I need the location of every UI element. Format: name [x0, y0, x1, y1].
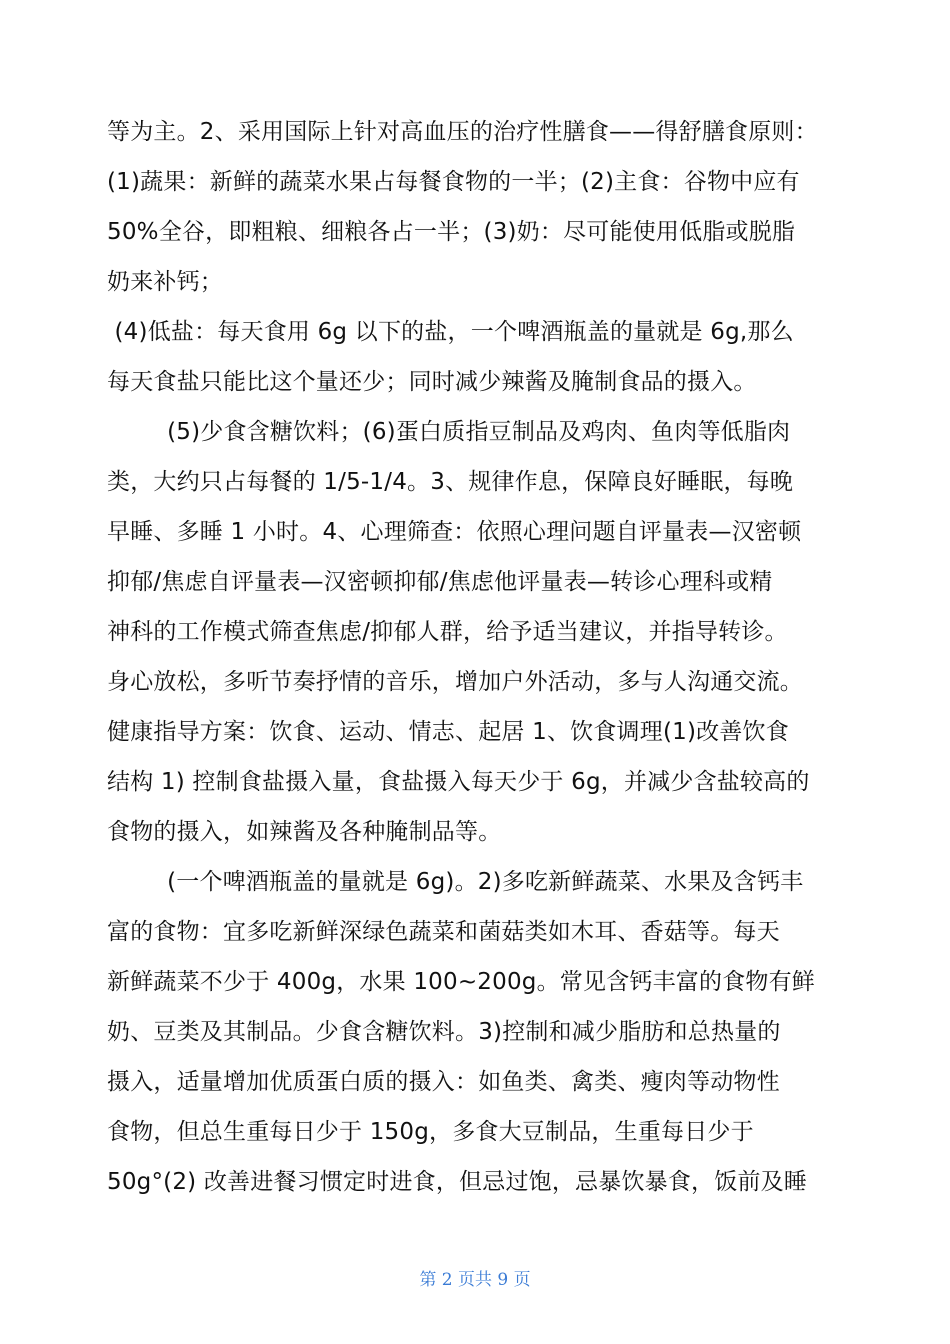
text-line: (1)蔬果：新鲜的蔬菜水果占每餐食物的一半；(2)主食：谷物中应有 — [107, 169, 800, 195]
text-line: 抑郁/焦虑自评量表—汉密顿抑郁/焦虑他评量表—转诊心理科或精 — [107, 569, 773, 595]
text-line: 类，大约只占每餐的 1/5-1/4。3、规律作息，保障良好睡眠，每晚 — [107, 469, 794, 495]
text-line: 新鲜蔬菜不少于 400g，水果 100~200g。常见含钙丰富的食物有鲜 — [107, 969, 815, 995]
text-line: 等为主。2、采用国际上针对高血压的治疗性膳食——得舒膳食原则： — [107, 119, 818, 145]
text-line: (5)少食含糖饮料；(6)蛋白质指豆制品及鸡肉、鱼肉等低脂肉 — [107, 419, 791, 445]
text-line: (4)低盐：每天食用 6g 以下的盐，一个啤酒瓶盖的量就是 6g,那么 — [107, 319, 794, 345]
page-number-footer: 第 2 页共 9 页 — [419, 1270, 531, 1290]
text-line: 食物的摄入，如辣酱及各种腌制品等。 — [107, 819, 502, 845]
text-line: 富的食物：宜多吃新鲜深绿色蔬菜和菌菇类如木耳、香菇等。每天 — [107, 919, 780, 945]
text-line: 奶来补钙； — [107, 269, 223, 295]
text-line: (一个啤酒瓶盖的量就是 6g)。2)多吃新鲜蔬菜、水果及含钙丰 — [107, 869, 804, 895]
text-line: 50g°(2) 改善进餐习惯定时进食，但忌过饱，忌暴饮暴食，饭前及睡 — [107, 1169, 808, 1195]
text-line: 身心放松，多听节奏抒情的音乐，增加户外活动，多与人沟通交流。 — [107, 669, 803, 695]
text-line: 食物，但总生重每日少于 150g，多食大豆制品，生重每日少于 — [107, 1119, 754, 1145]
text-line: 早睡、多睡 1 小时。4、心理筛查：依照心理问题自评量表—汉密顿 — [107, 519, 802, 545]
text-line: 50%全谷，即粗粮、细粮各占一半；(3)奶：尽可能使用低脂或脱脂 — [107, 219, 796, 245]
text-line: 每天食盐只能比这个量还少；同时减少辣酱及腌制食品的摄入。 — [107, 369, 757, 395]
text-line: 摄入，适量增加优质蛋白质的摄入：如鱼类、禽类、瘦肉等动物性 — [107, 1069, 780, 1095]
text-line: 健康指导方案：饮食、运动、情志、起居 1、饮食调理(1)改善饮食 — [107, 719, 789, 745]
text-line: 结构 1) 控制食盐摄入量，食盐摄入每天少于 6g，并减少含盐较高的 — [107, 769, 810, 795]
text-line: 神科的工作模式筛查焦虑/抑郁人群，给予适当建议，并指导转诊。 — [107, 619, 788, 645]
text-line: 奶、豆类及其制品。少食含糖饮料。3)控制和减少脂肪和总热量的 — [107, 1019, 781, 1045]
